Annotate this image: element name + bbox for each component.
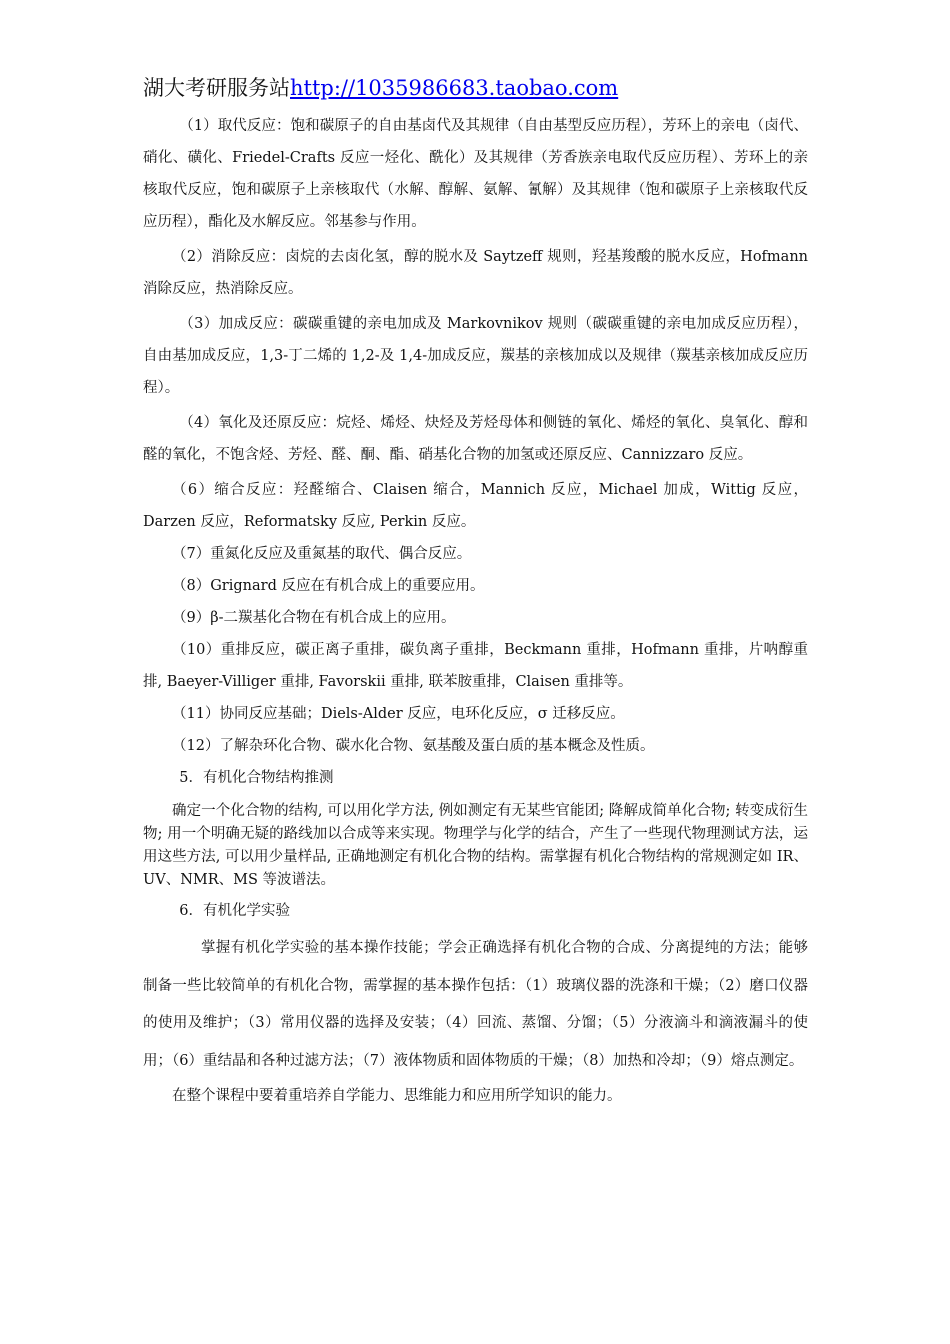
paragraph-grignard: （8）Grignard 反应在有机合成上的重要应用。 (172, 578, 485, 594)
paragraph-rearrangement: （10）重排反应，碳正离子重排，碳负离子重排，Beckmann 重排，Hofmann 重排，片呐醇重排, Baeyer-Villiger 重排, Favorskii 重排, 联苯胺重排，Claisen 重排等。 (143, 642, 808, 690)
paragraph-condensation: （6）缩合反应：羟醛缩合、Claisen 缩合，Mannich 反应，Michael 加成，Wittig 反应，Darzen 反应，Reformatsky 反应, Perkin 反应。 (143, 482, 808, 530)
paragraph-diazotization: （7）重氮化反应及重氮基的取代、偶合反应。 (172, 546, 472, 562)
paragraph-redox: （4）氧化及还原反应：烷烃、烯烃、炔烃及芳烃母体和侧链的氧化、烯烃的氧化、臭氧化、醇和醛的氧化，不饱含烃、芳烃、醛、酮、酯、硝基化合物的加氢或还原反应、Cannizzaro 反应。 (143, 415, 808, 463)
paragraph-dicarbonyl: （9）β-二羰基化合物在有机合成上的应用。 (172, 610, 456, 626)
section-6-title: 6．有机化学实验 (179, 903, 290, 919)
section-6-body: 掌握有机化学实验的基本操作技能；学会正确选择有机化合物的合成、分离提纯的方法；能够制备一些比较简单的有机化合物，需掌握的基本操作包括：（1）玻璃仪器的洗涤和干燥；（2）磨口仪器的使用及维护；（3）常用仪器的选择及安装；（4）回流、蒸馏、分馏；（5）分液滴斗和滴液漏斗的使用；（6）重结晶和各种过滤方法；（7）液体物质和固体物质的干燥；（8）加热和冷却；（9）熔点测定。 (143, 940, 808, 1069)
main-content (143, 110, 808, 1112)
paragraph-heterocycles: （12）了解杂环化合物、碳水化合物、氨基酸及蛋白质的基本概念及性质。 (172, 738, 655, 754)
site-name: 湖大考研服务站 (143, 76, 290, 100)
paragraph-elimination: （2）消除反应：卤烷的去卤化氢，醇的脱水及 Saytzeff 规则，羟基羧酸的脱水反应，Hofmann 消除反应，热消除反应。 (143, 249, 808, 297)
paragraph-addition: （3）加成反应：碳碳重键的亲电加成及 Markovnikov 规则（碳碳重键的亲电加成反应历程），自由基加成反应，1,3-丁二烯的 1,2-及 1,4-加成反应，羰基的亲核加成以及规律（羰基亲核加成反应历程）。 (143, 316, 808, 396)
section-5-title: 5．有机化合物结构推测 (179, 770, 334, 786)
shop-link[interactable]: http://1035986683.taobao.com (290, 76, 619, 100)
closing-paragraph: 在整个课程中要着重培养自学能力、思维能力和应用所学知识的能力。 (172, 1088, 622, 1105)
page-header (143, 72, 618, 104)
paragraph-substitution: （1）取代反应：饱和碳原子的自由基卤代及其规律（自由基型反应历程），芳环上的亲电（卤代、硝化、磺化、Friedel-Crafts 反应一烃化、酰化）及其规律（芳香族亲电取代反应历程）、芳环上的亲核取代反应，饱和碳原子上亲核取代（水解、醇解、氨解、氰解）及其规律（饱和碳原子上亲核取代反应历程），酯化及水解反应。邻基参与作用。 (143, 118, 808, 230)
paragraph-concerted: （11）协同反应基础；Diels-Alder 反应，电环化反应，σ 迁移反应。 (172, 706, 625, 722)
section-5-body: 确定一个化合物的结构, 可以用化学方法, 例如测定有无某些官能团; 降解成简单化合物; 转变成衍生物; 用一个明确无疑的路线加以合成等来实现。物理学与化学的结合，产生了一些现代物理测试方法，运用这些方法, 可以用少量样品, 正确地测定有机化合物的结构。需掌握有机化合物结构的常规测定如 IR、UV、NMR、MS 等波谱法。 (143, 803, 808, 888)
